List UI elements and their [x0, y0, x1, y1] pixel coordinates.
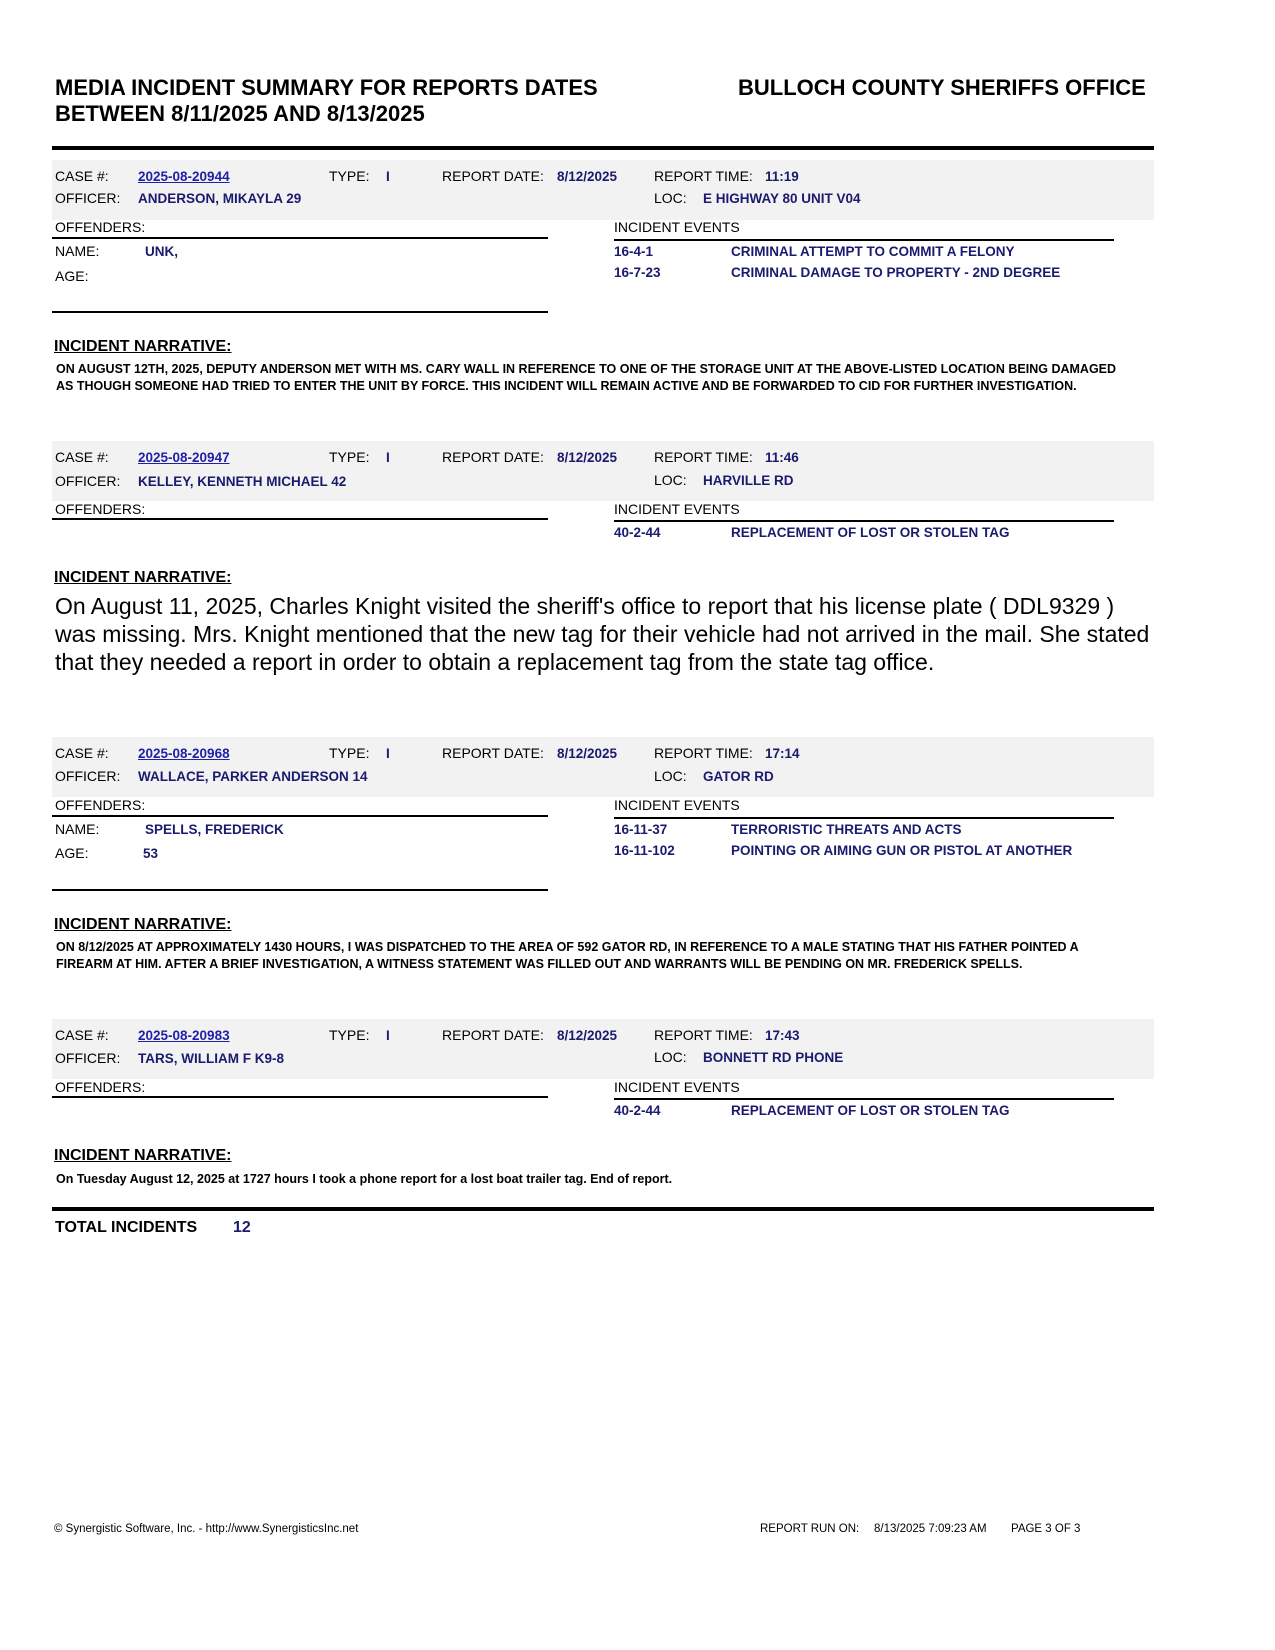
offender-age-value: 53	[143, 846, 159, 861]
agency-name: BULLOCH COUNTY SHERIFFS OFFICE	[738, 75, 1146, 100]
officer-value: KELLEY, KENNETH MICHAEL 42	[138, 474, 347, 489]
type-value: I	[386, 450, 390, 465]
case-number-link[interactable]: 2025-08-20947	[138, 450, 230, 465]
total-incidents-value: 12	[233, 1219, 251, 1236]
report-time-label: REPORT TIME:	[654, 1027, 753, 1043]
report-run-value: 8/13/2025 7:09:23 AM	[874, 1523, 987, 1535]
narrative-text: ON AUGUST 12TH, 2025, DEPUTY ANDERSON MET WITH MS. CARY WALL IN REFERENCE TO ONE OF THE STORAGE UNIT AT THE ABOVE-LISTED LOCATION BEING DAMAGED AS THOUGH SOMEONE HAD TRIED TO ENTER THE UNIT BY FORCE. THIS INCIDENT WILL REMAIN ACTIVE AND BE FORWARDED TO CID FOR FURTHER INVESTIGATION.	[56, 362, 1117, 393]
loc-value: E HIGHWAY 80 UNIT V04	[703, 191, 861, 206]
case-number-link[interactable]: 2025-08-20944	[138, 169, 230, 184]
report-time-value: 11:46	[765, 450, 799, 465]
case-label: CASE #:	[55, 449, 109, 465]
offender-name-label: NAME:	[55, 243, 100, 259]
report-date-label: REPORT DATE:	[442, 449, 544, 465]
incident-events-divider	[614, 239, 1114, 241]
report-date-value: 8/12/2025	[557, 450, 618, 465]
officer-value: WALLACE, PARKER ANDERSON 14	[138, 769, 368, 784]
offenders-bottom-divider	[52, 311, 548, 313]
narrative-text: On Tuesday August 12, 2025 at 1727 hours I took a phone report for a lost boat trailer tag. End of report.	[56, 1172, 673, 1186]
narrative-text: On August 11, 2025, Charles Knight visited the sheriff's office to report that his license plate ( DDL9329 ) was missing. Mrs. Knight mentioned that the new tag for their vehicle had not arrived in the mail. She stated that they needed a report in order to obtain a replacement tag from the state tag office.	[55, 593, 1150, 675]
offenders-divider	[52, 237, 548, 239]
loc-value: BONNETT RD PHONE	[703, 1050, 844, 1065]
loc-label: LOC:	[654, 1049, 687, 1065]
officer-value: TARS, WILLIAM F K9-8	[138, 1051, 284, 1066]
offender-age-label: AGE:	[55, 268, 89, 284]
incident-events-divider	[614, 817, 1114, 819]
event-description: REPLACEMENT OF LOST OR STOLEN TAG	[731, 1103, 1010, 1118]
officer-value: ANDERSON, MIKAYLA 29	[138, 191, 302, 206]
footer-copyright: © Synergistic Software, Inc. - http://www.SynergisticsInc.net	[54, 1523, 359, 1535]
event-description: CRIMINAL DAMAGE TO PROPERTY - 2ND DEGREE	[731, 265, 1061, 280]
case-number-link[interactable]: 2025-08-20968	[138, 746, 230, 761]
report-time-value: 11:19	[765, 169, 799, 184]
type-value: I	[386, 169, 390, 184]
report-date-label: REPORT DATE:	[442, 168, 544, 184]
offenders-label: OFFENDERS:	[55, 797, 146, 813]
event-code: 16-11-37	[614, 822, 668, 837]
report-time-value: 17:14	[765, 746, 800, 761]
event-description: REPLACEMENT OF LOST OR STOLEN TAG	[731, 525, 1010, 540]
report-date-value: 8/12/2025	[557, 746, 618, 761]
event-description: POINTING OR AIMING GUN OR PISTOL AT ANOTHER	[731, 843, 1073, 858]
event-code: 16-11-102	[614, 843, 675, 858]
report-time-label: REPORT TIME:	[654, 168, 753, 184]
incident-events-divider	[614, 520, 1114, 522]
type-value: I	[386, 746, 390, 761]
loc-label: LOC:	[654, 768, 687, 784]
event-description: CRIMINAL ATTEMPT TO COMMIT A FELONY	[731, 244, 1015, 259]
officer-label: OFFICER:	[55, 190, 121, 206]
event-description: TERRORISTIC THREATS AND ACTS	[731, 822, 962, 837]
report-run-label: REPORT RUN ON:	[760, 1523, 860, 1535]
officer-label: OFFICER:	[55, 1050, 121, 1066]
totals-divider	[52, 1207, 1154, 1211]
event-code: 16-4-1	[614, 244, 654, 259]
page-number: PAGE 3 OF 3	[1011, 1523, 1081, 1535]
offenders-label: OFFENDERS:	[55, 219, 146, 235]
offenders-label: OFFENDERS:	[55, 1079, 146, 1095]
incident-events-label: INCIDENT EVENTS	[614, 1079, 740, 1095]
report-title-line1: MEDIA INCIDENT SUMMARY FOR REPORTS DATES	[55, 75, 598, 100]
narrative-label: INCIDENT NARRATIVE:	[54, 1147, 232, 1164]
event-code: 16-7-23	[614, 265, 661, 280]
header-divider	[52, 146, 1154, 150]
offender-name-value: UNK,	[145, 244, 178, 259]
report-date-label: REPORT DATE:	[442, 1027, 544, 1043]
report-time-label: REPORT TIME:	[654, 449, 753, 465]
offenders-bottom-divider	[52, 889, 548, 891]
offender-age-label: AGE:	[55, 845, 89, 861]
report-time-label: REPORT TIME:	[654, 745, 753, 761]
report-date-value: 8/12/2025	[557, 169, 618, 184]
narrative-label: INCIDENT NARRATIVE:	[54, 916, 232, 933]
offender-name-value: SPELLS, FREDERICK	[145, 822, 284, 837]
type-label: TYPE:	[329, 449, 370, 465]
loc-label: LOC:	[654, 190, 687, 206]
report-date-label: REPORT DATE:	[442, 745, 544, 761]
loc-value: HARVILLE RD	[703, 473, 794, 488]
offender-name-label: NAME:	[55, 821, 100, 837]
offenders-divider	[52, 518, 548, 520]
narrative-label: INCIDENT NARRATIVE:	[54, 569, 232, 586]
type-value: I	[386, 1028, 390, 1043]
incident-events-label: INCIDENT EVENTS	[614, 501, 740, 517]
report-date-value: 8/12/2025	[557, 1028, 618, 1043]
narrative-label: INCIDENT NARRATIVE:	[54, 338, 232, 355]
total-incidents-label: TOTAL INCIDENTS	[55, 1219, 198, 1236]
type-label: TYPE:	[329, 745, 370, 761]
case-label: CASE #:	[55, 745, 109, 761]
loc-value: GATOR RD	[703, 769, 774, 784]
narrative-text: ON 8/12/2025 AT APPROXIMATELY 1430 HOURS, I WAS DISPATCHED TO THE AREA OF 592 GATOR RD, IN REFERENCE TO A MALE STATING THAT HIS FATHER POINTED A FIREARM AT HIM. AFTER A BRIEF INVESTIGATION, A WITNESS STATEMENT WAS FILLED OUT AND WARRANTS WILL BE PENDING ON MR. FREDERICK SPELLS.	[56, 940, 1079, 971]
report-time-value: 17:43	[765, 1028, 800, 1043]
type-label: TYPE:	[329, 1027, 370, 1043]
incident-events-label: INCIDENT EVENTS	[614, 797, 740, 813]
report-title-line2: BETWEEN 8/11/2025 AND 8/13/2025	[55, 101, 425, 126]
loc-label: LOC:	[654, 472, 687, 488]
officer-label: OFFICER:	[55, 768, 121, 784]
officer-label: OFFICER:	[55, 473, 121, 489]
case-label: CASE #:	[55, 1027, 109, 1043]
event-code: 40-2-44	[614, 1103, 661, 1118]
incident-events-label: INCIDENT EVENTS	[614, 219, 740, 235]
case-label: CASE #:	[55, 168, 109, 184]
offenders-label: OFFENDERS:	[55, 501, 146, 517]
incident-events-divider	[614, 1098, 1114, 1100]
type-label: TYPE:	[329, 168, 370, 184]
event-code: 40-2-44	[614, 525, 661, 540]
offenders-divider	[52, 1096, 548, 1098]
offenders-divider	[52, 815, 548, 817]
case-number-link[interactable]: 2025-08-20983	[138, 1028, 230, 1043]
